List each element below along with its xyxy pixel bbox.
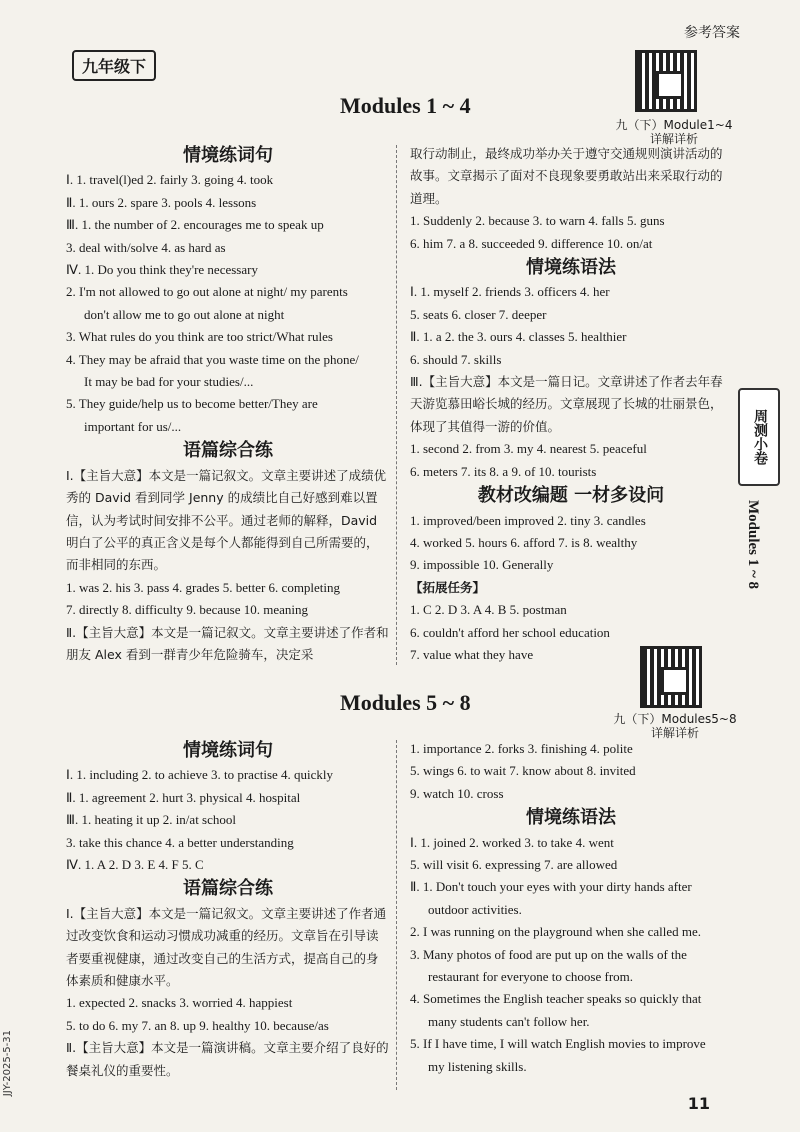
summary-paragraph: Ⅱ.【主旨大意】本文是一篇记叙文。文章主要讲述了作者和朋友 Alex 看到一群青少年危险骑车，决定采 [66,624,389,662]
answer-line: important for us/... [84,418,182,434]
answer-line: Ⅱ. 1. Don't touch your eyes with your dirty hands after [410,879,692,895]
answer-line: 5. They guide/help us to become better/They are [66,396,318,412]
answer-line: 9. impossible 10. Generally [410,557,554,573]
qr-caption-line2: 详解详析 [649,132,698,146]
summary-paragraph: Ⅲ.【主旨大意】本文是一篇日记。文章讲述了作者去年春天游览慕田峪长城的经历。文章展现了长城的壮丽景色，体现了其值得一游的价值。 [410,374,723,434]
answer-line: Ⅳ. 1. Do you think they're necessary [66,262,258,278]
answer-line: 1. second 2. from 3. my 4. nearest 5. peaceful [410,441,647,457]
answer-line: 9. watch 10. cross [410,785,504,801]
answer-line: 3. take this chance 4. a better understanding [66,834,294,850]
module1-left-column [66,143,390,666]
answer-line: Ⅰ. 1. joined 2. worked 3. to take 4. went [410,834,614,850]
column-divider [396,145,397,665]
answer-line: 5. will visit 6. expressing 7. are allowed [410,857,618,873]
section-heading: 语篇综合练 [183,878,273,900]
answer-line: 5. to do 6. my 7. an 8. up 9. healthy 10. because/as [66,1017,329,1033]
module1-right-column [410,143,732,666]
module2-right-column [410,738,732,1078]
summary-paragraph: Ⅱ.【主旨大意】本文是一篇演讲稿。文章主要介绍了良好的餐桌礼仪的重要性。 [66,1040,389,1078]
answer-line: 1. C 2. D 3. A 4. B 5. postman [410,602,567,618]
page-number: 11 [687,1094,710,1113]
answer-line: 1. importance 2. forks 3. finishing 4. polite [410,741,633,756]
answer-line: It may be bad for your studies/... [84,374,254,390]
answer-line: Ⅱ. 1. ours 2. spare 3. pools 4. lessons [66,194,257,210]
answer-line: 3. Many photos of food are put up on the walls of the [410,946,687,962]
answer-line: Ⅰ. 1. myself 2. friends 3. officers 4. her [410,284,610,300]
answer-line: 7. directly 8. difficulty 9. because 10. meaning [66,602,308,618]
module2-left-column [66,738,390,1082]
answer-line: 2. I'm not allowed to go out alone at night/ my parents [66,284,348,300]
answer-line: 1. expected 2. snacks 3. worried 4. happiest [66,995,293,1011]
answer-line: 6. meters 7. its 8. a 9. of 10. tourists [410,463,597,479]
summary-paragraph: Ⅰ.【主旨大意】本文是一篇记叙文。文章主要讲述了作者通过改变饮食和运动习惯成功减重的经历。文章旨在引导读者要重视健康，通过改变自己的生活方式，提高自己的身体素质和健康水平。 [66,905,387,989]
answer-line: outdoor activities. [428,901,522,917]
module2-title: Modules 5 ~ 8 [340,690,471,715]
answer-line: many students can't follow her. [428,1013,590,1029]
header-title: 参考答案 [684,25,740,41]
answer-line: my listening skills. [428,1058,527,1074]
answer-line: 6. should 7. skills [410,351,502,367]
qr-caption-line1: 九（下）Modules5~8 [613,712,737,726]
answer-line: 2. I was running on the playground when she called me. [410,924,701,940]
answer-line: Ⅲ. 1. heating it up 2. in/at school [66,812,236,828]
qr-caption-module2 [612,712,738,740]
summary-paragraph: Ⅰ.【主旨大意】本文是一篇记叙文。文章主要讲述了成绩优秀的 David 看到同学 Jenny 的成绩比自己好感到难以置信，认为考试时间安排不公平。通过老师的解释，David 明白了公平的真正含义是每个人都能得到自己所需要的，而非相同的东西。 [66,467,387,573]
subsection-label: 【拓展任务】 [410,579,486,595]
section-heading: 情境练词句 [183,145,273,166]
answer-line: 1. improved/been improved 2. tiny 3. candles [410,512,646,528]
answer-line: 7. value what they have [410,646,534,662]
column-divider [396,740,397,1090]
answer-line: Ⅲ. 1. the number of 2. encourages me to speak up [66,217,324,233]
answer-line: 4. worked 5. hours 6. afford 7. is 8. wealthy [410,534,638,550]
section-heading: 情境练词句 [183,740,273,761]
qr-caption-line1: 九（下）Module1~4 [615,118,733,132]
side-modules-label: Modules 1 ~ 8 [745,500,761,590]
answer-line: Ⅳ. 1. A 2. D 3. E 4. F 5. C [66,857,204,873]
answer-line: 3. deal with/solve 4. as hard as [66,239,226,255]
qr-code-icon[interactable] [635,50,697,112]
qr-caption-module1 [614,118,734,146]
module1-title: Modules 1 ~ 4 [340,93,471,118]
answer-line: 6. him 7. a 8. succeeded 9. difference 10. on/at [410,235,653,251]
answer-line: restaurant for everyone to choose from. [428,969,634,985]
answer-line: 3. What rules do you think are too strict/What rules [66,329,333,345]
answer-line: 6. couldn't afford her school education [410,624,610,640]
answer-line: 5. wings 6. to wait 7. know about 8. invited [410,763,636,779]
qr-caption-line2: 详解详析 [650,726,699,740]
side-code: JJY-2025-5-31 [2,1030,13,1097]
answer-line: 5. If I have time, I will watch English movies to improve [410,1036,706,1052]
section-heading: 情境练语法 [526,807,616,829]
answer-line: Ⅰ. 1. including 2. to achieve 3. to practise 4. quickly [66,767,334,783]
qr-code-icon[interactable] [640,646,702,708]
section-heading: 情境练语法 [526,257,616,279]
answer-line: Ⅱ. 1. a 2. the 3. ours 4. classes 5. healthier [410,329,627,345]
answer-line: 4. They may be afraid that you waste time on the phone/ [66,351,359,367]
answer-line: Ⅱ. 1. agreement 2. hurt 3. physical 4. hospital [66,789,301,805]
answer-line: 5. seats 6. closer 7. deeper [410,306,547,322]
answer-line: 1. Suddenly 2. because 3. to warn 4. falls 5. guns [410,213,665,229]
answer-line: don't allow me to go out alone at night [84,306,285,322]
summary-paragraph: 取行动制止，最终成功举办关于遵守交通规则演讲活动的故事。文章揭示了面对不良现象要勇敢站出来采取行动的道理。 [410,146,723,206]
answer-line: Ⅰ. 1. travel(l)ed 2. fairly 3. going 4. took [66,172,274,188]
grade-label: 九年级下 [72,50,156,81]
side-tab-label: 周测小卷 [738,388,780,486]
answer-line: 1. was 2. his 3. pass 4. grades 5. better 6. completing [66,579,341,595]
section-heading: 语篇综合练 [183,440,273,462]
section-heading: 教材改编题 一材多设问 [477,485,665,507]
answer-line: 4. Sometimes the English teacher speaks so quickly that [410,991,702,1007]
